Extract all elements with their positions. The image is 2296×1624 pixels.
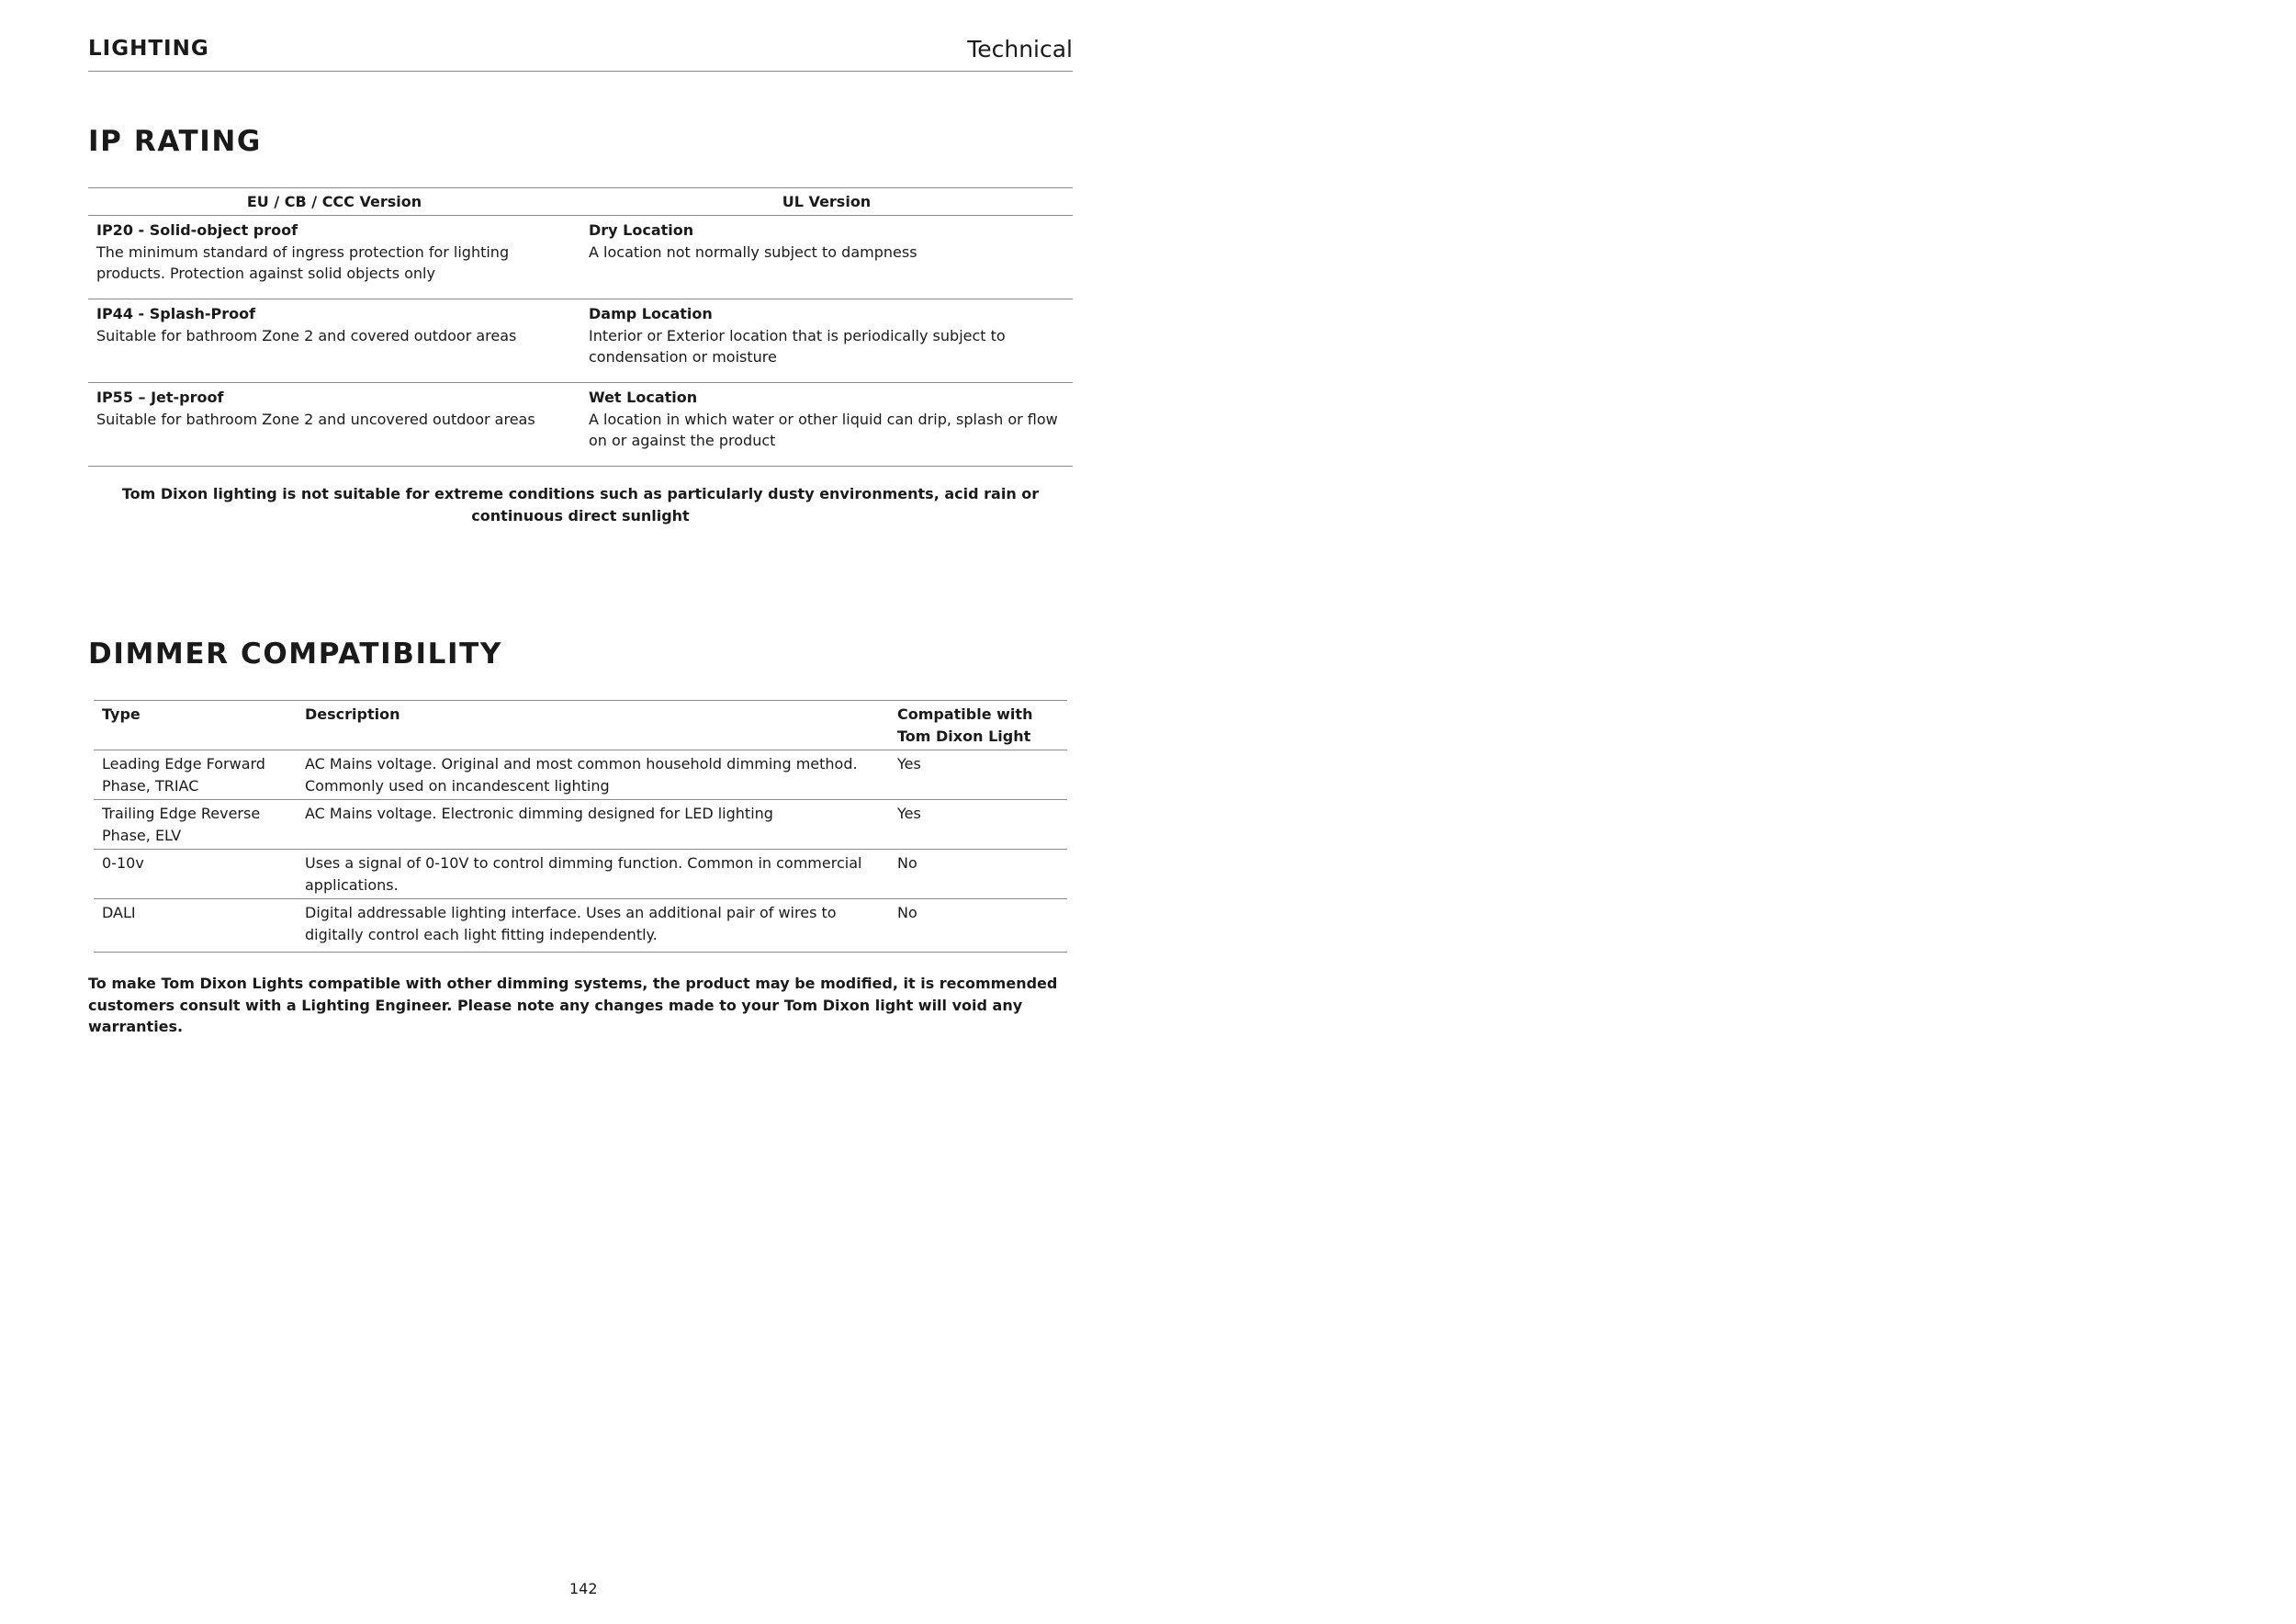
dimmer-description: Digital addressable lighting interface. Uses an additional pair of wires to digitally control each light fitting independently. [305,904,837,943]
ul-rating-title: Dry Location [589,221,694,239]
dimmer-type: Trailing Edge Reverse Phase, ELV [102,805,261,844]
column-header-eu: EU / CB / CCC Version [246,193,422,210]
table-row [94,899,1067,953]
table-row [88,383,1073,467]
column-header-ul: UL Version [782,193,872,210]
category-label: Technical [967,36,1073,62]
dimmer-compatible: No [897,854,917,872]
table-row [88,299,1073,383]
eu-rating-description: Suitable for bathroom Zone 2 and uncovered outdoor areas [96,410,535,428]
dimmer-compatibility-table [94,700,1067,953]
ul-cell [580,220,1073,299]
ip-rating-table [88,187,1073,467]
dimmer-type: DALI [102,904,136,921]
section-label: LIGHTING [88,37,209,61]
ip-rating-note: Tom Dixon lighting is not suitable for extreme conditions such as particularly dusty environments, acid rain or continuous direct sunlight [121,485,1040,524]
eu-rating-title: IP44 - Splash-Proof [96,305,256,322]
eu-cell [88,387,580,466]
column-header-description: Description [305,705,400,723]
table-row [94,800,1067,850]
page-number: 142 [569,1580,598,1597]
ul-rating-description: A location in which water or other liquid can drip, splash or flow on or against the product [589,410,1058,449]
dimmer-compatible: Yes [897,755,921,773]
eu-cell [88,220,580,299]
dimmer-type: Leading Edge Forward Phase, TRIAC [102,755,265,795]
ul-rating-description: A location not normally subject to dampness [589,242,917,261]
eu-rating-description: The minimum standard of ingress protection for lighting products. Protection against solid objects only [96,242,510,282]
dimmer-compatible: Yes [897,805,921,822]
ip-rating-title: IP RATING [88,125,262,158]
page-header [88,35,1073,72]
ip-table-header [88,188,1073,216]
eu-rating-title: IP55 – Jet-proof [96,389,224,406]
dimmer-description: AC Mains voltage. Electronic dimming designed for LED lighting [305,805,773,822]
eu-rating-title: IP20 - Solid-object proof [96,221,298,239]
dimmer-description: AC Mains voltage. Original and most common household dimming method. Commonly used on incandescent lighting [305,755,858,795]
dimmer-description: Uses a signal of 0-10V to control dimming function. Common in commercial applications. [305,854,862,894]
dimmer-table-header [94,701,1067,750]
column-header-type: Type [102,705,141,723]
table-row [94,850,1067,899]
ul-cell [580,303,1073,382]
dimmer-compatible: No [897,904,917,921]
dimmer-type: 0-10v [102,854,144,872]
dimmer-compatibility-title: DIMMER COMPATIBILITY [88,637,502,671]
ul-rating-description: Interior or Exterior location that is periodically subject to condensation or moisture [589,326,1006,366]
eu-cell [88,303,580,382]
ul-cell [580,387,1073,466]
table-row [88,216,1073,299]
eu-rating-description: Suitable for bathroom Zone 2 and covered outdoor areas [96,326,517,344]
ul-rating-title: Damp Location [589,305,713,322]
column-header-compatible: Compatible with Tom Dixon Light [897,705,1033,745]
dimmer-note: To make Tom Dixon Lights compatible with other dimming systems, the product may be modified, it is recommended customers consult with a Lighting Engineer. Please note any changes made to your Tom Dixon light will void any warranties. [88,975,1058,1035]
ul-rating-title: Wet Location [589,389,698,406]
table-row [94,750,1067,800]
